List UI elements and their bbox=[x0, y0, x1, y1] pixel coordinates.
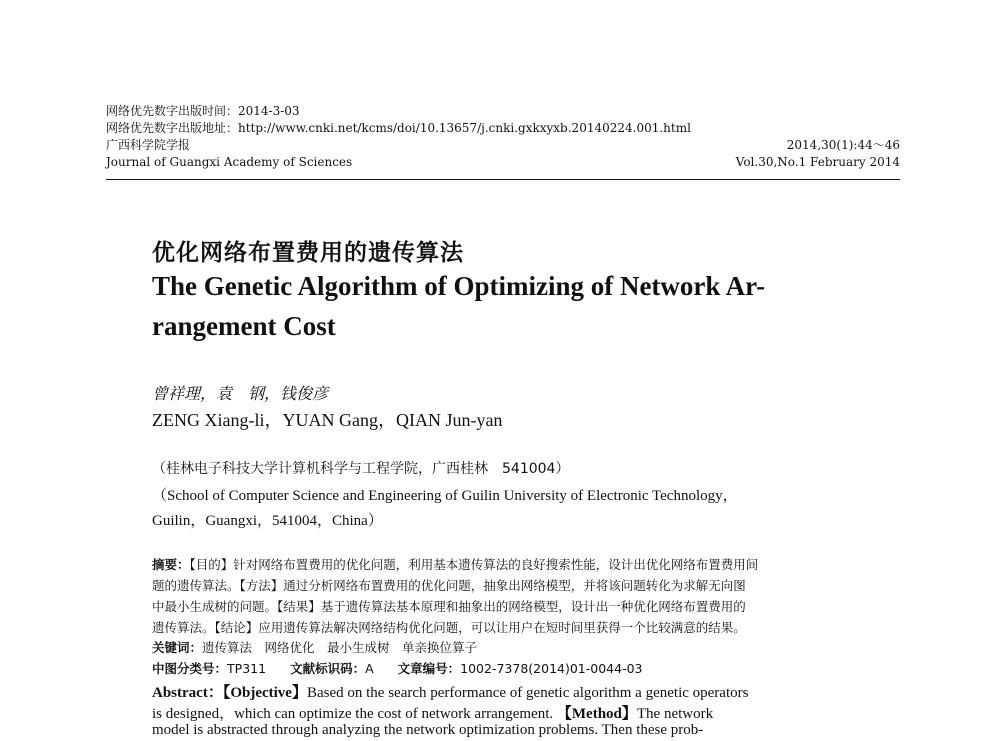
page-range: 2014,30(1):44～46 bbox=[786, 138, 900, 152]
journal-en: Journal of Guangxi Academy of Sciences bbox=[106, 155, 353, 169]
keywords-value: 遗传算法 网络优化 最小生成树 单亲换位算子 bbox=[202, 640, 478, 655]
doc-code-value: A bbox=[365, 661, 374, 676]
keywords-label: 关键词： bbox=[152, 640, 203, 655]
title-cn: 优化网络布置费用的遗传算法 bbox=[152, 240, 464, 266]
abstract-en-label: Abstract： bbox=[152, 685, 223, 701]
clc-value: TP311 bbox=[227, 661, 267, 676]
abstract-cn-line: 遗传算法。【结论】应用遗传算法解决网络结构优化问题，可以让用户在短时间里获得一个比较满意的结果。 bbox=[152, 620, 746, 635]
abstract-cn-label: 摘要： bbox=[152, 557, 190, 572]
abstract-en-line: The network bbox=[636, 706, 714, 722]
abstract-en-line: is designed，which can optimize the cost of network arrangement. bbox=[152, 706, 554, 722]
journal-cn: 广西科学院学报 bbox=[106, 138, 191, 152]
abstract-cn-line: 【目的】针对网络布置费用的优化问题，利用基本遗传算法的良好搜索性能，设计出优化网络布置费用间 bbox=[189, 557, 759, 572]
title-en-line2: rangement Cost bbox=[152, 311, 336, 341]
affiliation-en-line1: （School of Computer Science and Engineering of Guilin University of Electronic Technology， bbox=[152, 488, 738, 504]
header-rule bbox=[106, 179, 900, 180]
issue-info: Vol.30,No.1 February 2014 bbox=[735, 155, 900, 169]
abstract-cn-line: 中最小生成树的问题。【结果】基于遗传算法基本原理和抽象出的网络模型，设计出一种优化网络布置费用的 bbox=[152, 599, 746, 614]
affiliation-en-line2: Guilin，Guangxi，541004，China） bbox=[152, 513, 383, 529]
abstract-en-line: model is abstracted through analyzing the network optimization problems. Then these prob- bbox=[152, 722, 704, 738]
title-en-line1: The Genetic Algorithm of Optimizing of Network Ar- bbox=[152, 271, 766, 301]
method-label: 【Method】 bbox=[556, 706, 637, 722]
affiliation-cn: （桂林电子科技大学计算机科学与工程学院，广西桂林 541004） bbox=[152, 461, 570, 477]
pub-time: 网络优先数字出版时间：2014-3-03 bbox=[106, 104, 300, 118]
authors-en: ZENG Xiang-li，YUAN Gang，QIAN Jun-yan bbox=[152, 410, 503, 430]
objective-label: 【Objective】 bbox=[222, 685, 307, 701]
clc-label: 中图分类号： bbox=[152, 661, 228, 676]
pub-url[interactable]: 网络优先数字出版地址：http://www.cnki.net/kcms/doi/10.13657/j.cnki.gxkxyxb.20140224.001.html bbox=[106, 121, 691, 135]
authors-cn: 曾祥理，袁 钢，钱俊彦 bbox=[152, 384, 329, 403]
abstract-en-line: Based on the search performance of genetic algorithm a genetic operators bbox=[306, 685, 749, 701]
abstract-cn-line: 题的遗传算法。【方法】通过分析网络布置费用的优化问题，抽象出网络模型，并将该问题转化为求解无向图 bbox=[152, 578, 746, 593]
doc-code-label: 文献标识码： bbox=[290, 661, 366, 676]
article-no-label: 文章编号： bbox=[397, 661, 461, 676]
classification-row bbox=[152, 659, 854, 677]
article-no-value: 1002-7378(2014)01-0044-03 bbox=[460, 661, 643, 676]
